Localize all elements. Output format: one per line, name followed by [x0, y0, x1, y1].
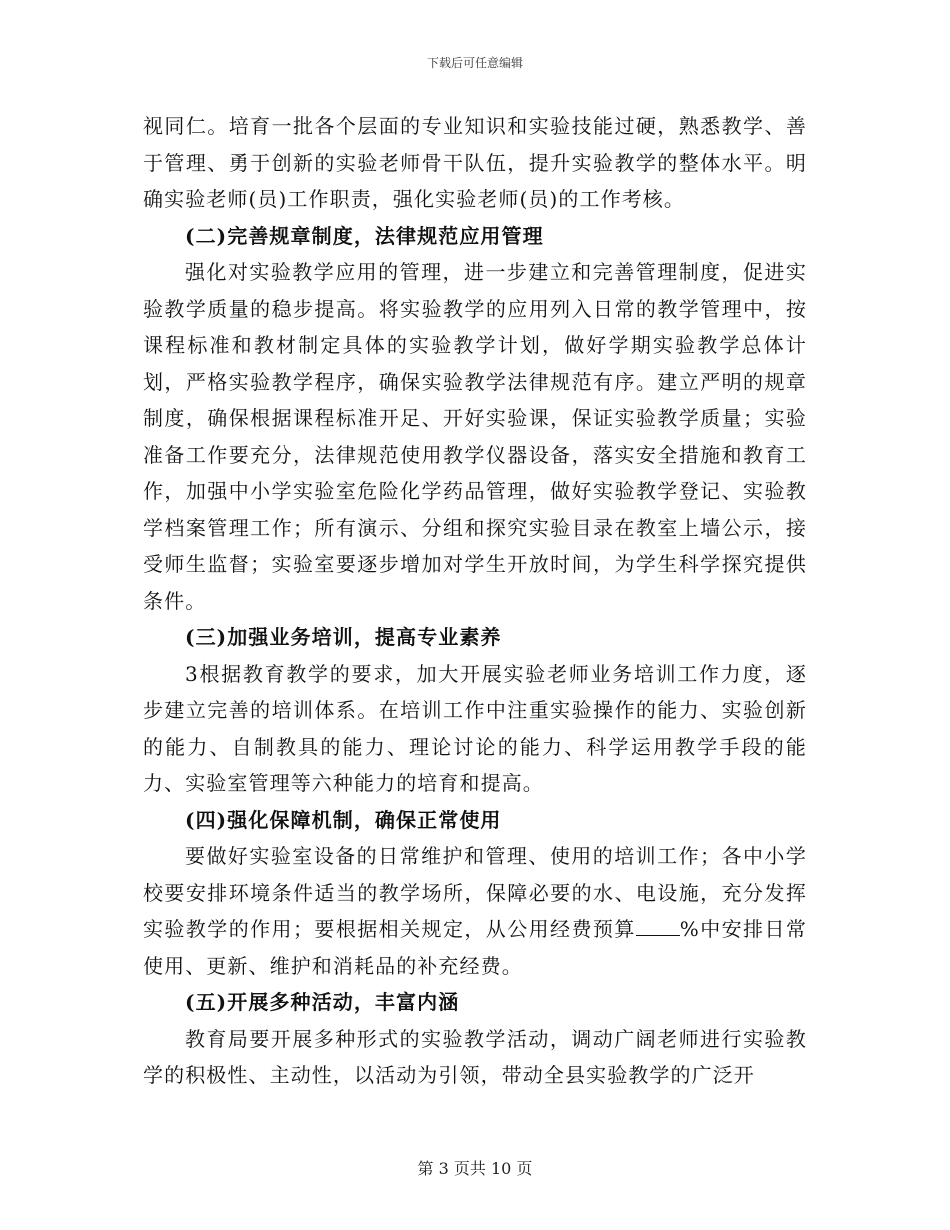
paragraph-1: 视同仁。培育一批各个层面的专业知识和实验技能过硬，熟悉教学、善于管理、勇于创新的实验老师骨干队伍，提升实验教学的整体水平。明确实验老师(员)工作职责，强化实验老师(员)的工作考核。 [143, 114, 807, 211]
paragraph-3: 3根据教育教学的要求，加大开展实验老师业务培训工作力度，逐步建立完善的培训体系。在培训工作中注重实验操作的能力、实验创新的能力、自制教具的能力、理论讨论的能力、科学运用教学手段的能力、实验室管理等六种能力的培育和提高。 [143, 661, 807, 795]
paragraph-4 [143, 838, 807, 984]
section-heading-4: (四)强化保障机制，确保正常使用 [185, 807, 502, 832]
paragraph-4-text-after-blank: %中安排日常使用、更新、维护和消耗品的补充经费。 [143, 917, 807, 978]
paragraph-2: 强化对实验教学应用的管理，进一步建立和完善管理制度，促进实验教学质量的稳步提高。将实验教学的应用列入日常的教学管理中，按课程标准和教材制定具体的实验教学计划，做好学期实验教学总体计划，严格实验教学程序，确保实验教学法律规范有序。建立严明的规章制度，确保根据课程标准开足、开好实验课，保证实验教学质量；实验准备工作要充分，法律规范使用教学仪器设备，落实安全措施和教育工作，加强中小学实验室危险化学药品管理，做好实验教学登记、实验教学档案管理工作；所有演示、分组和探究实验目录在教室上墙公示，接受师生监督；实验室要逐步增加对学生开放时间，为学生科学探究提供条件。 [143, 260, 807, 613]
page-number-footer: 第 3 页共 10 页 [417, 1159, 533, 1178]
paragraph-4-text-before-blank: 要做好实验室设备的日常维护和管理、使用的培训工作；各中小学校要安排环境条件适当的教学场所，保障必要的水、电设施，充分发挥实验教学的作用；要根据相关规定，从公用经费预算 [143, 844, 807, 941]
section-heading-2: (二)完善规章制度，法律规范应用管理 [185, 223, 544, 248]
section-heading-5: (五)开展多种活动，丰富内涵 [185, 990, 460, 1014]
fill-in-blank [636, 917, 680, 936]
document-body [143, 108, 807, 1094]
section-heading-3: (三)加强业务培训，提高专业素养 [185, 625, 502, 649]
paragraph-5: 教育局要开展多种形式的实验教学活动，调动广阔老师进行实验教学的积极性、主动性，以活动为引领，带动全县实验教学的广泛开 [143, 1026, 807, 1087]
header-note: 下载后可任意编辑 [426, 56, 523, 70]
